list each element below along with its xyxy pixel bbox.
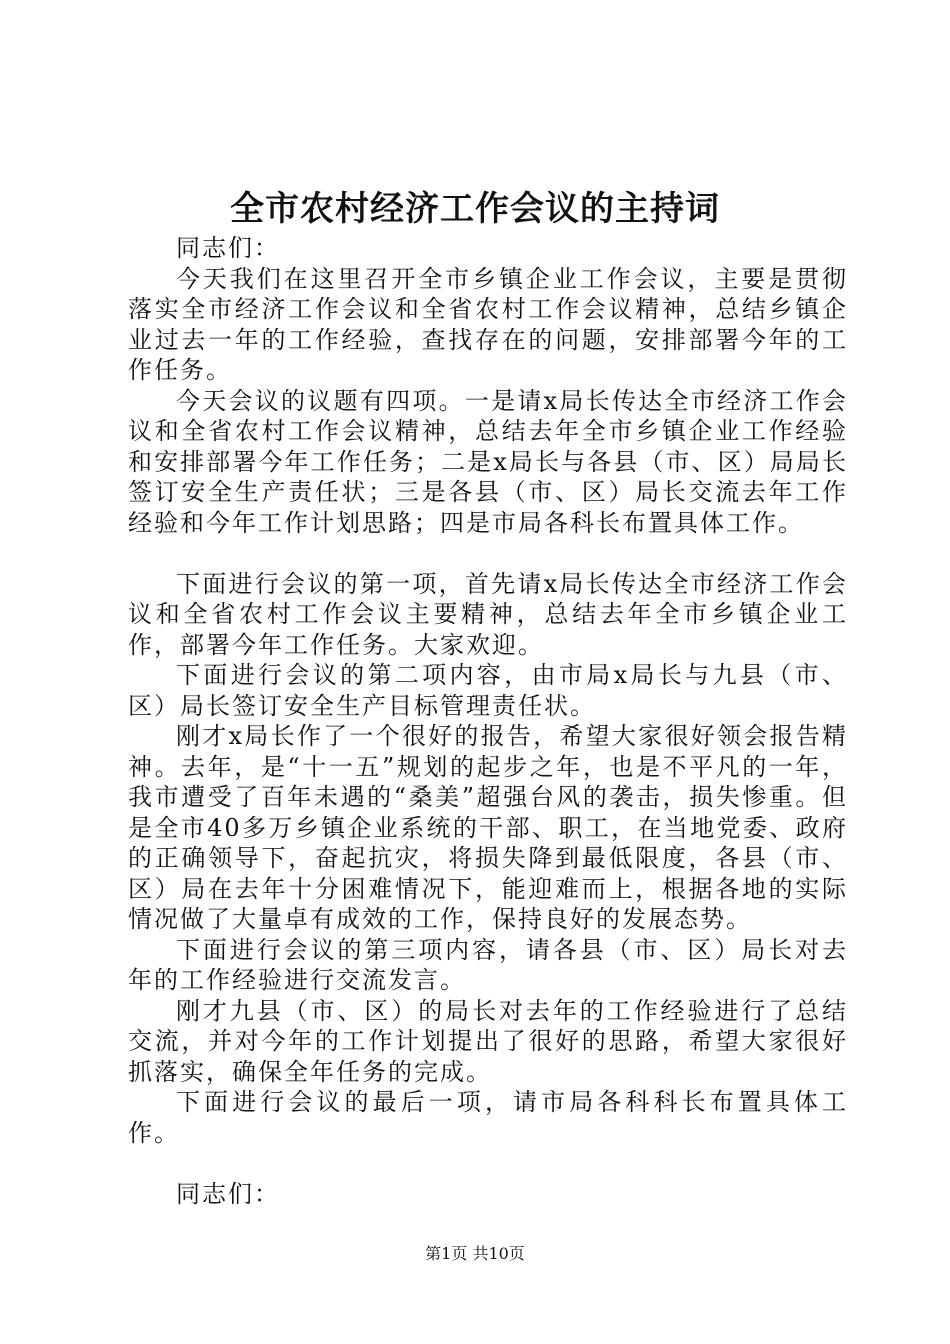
paragraph: 今天会议的议题有四项。一是请x局长传达全市经济工作会议和全省农村工作会议精神，总结去年全市乡镇企业工作经验和安排部署今年工作任务；二是x局长与各县（市、区）局局长签订安全生产责任状；三是各县（市、区）局长交流去年工作经验和今年工作计划思路；四是市局各科长布置具体工作。 — [128, 386, 848, 537]
paragraph: 下面进行会议的第二项内容，由市局x局长与九县（市、区）局长签订安全生产目标管理责任状。 — [128, 661, 848, 720]
paragraph-gap — [128, 1148, 848, 1179]
paragraph: 刚才x局长作了一个很好的报告，希望大家很好领会报告精神。去年，是“十一五”规划的起步之年，也是不平凡的一年，我市遭受了百年未遇的“桑美”超强台风的袭击，损失惨重。但是全市40多万乡镇企业系统的干部、职工，在当地党委、政府的正确领导下，奋起抗灾，将损失降到最低限度，各县（市、区）局在去年十分困难情况下，能迎难而上，根据各地的实际情况做了大量卓有成效的工作，保持良好的发展态势。 — [128, 722, 848, 933]
paragraph: 下面进行会议的第三项内容，请各县（市、区）局长对去年的工作经验进行交流发言。 — [128, 935, 848, 994]
paragraph: 下面进行会议的最后一项，请市局各科科长布置具体工作。 — [128, 1088, 848, 1147]
paragraph: 下面进行会议的第一项，首先请x局长传达全市经济工作会议和全省农村工作会议主要精神，总结去年全市乡镇企业工作，部署今年工作任务。大家欢迎。 — [128, 569, 848, 659]
document-title: 全市农村经济工作会议的主持词 — [230, 189, 720, 229]
page-number-footer: 第1页 共10页 — [425, 1244, 525, 1263]
closing-salutation: 同志们： — [176, 1179, 280, 1208]
salutation: 同志们： — [176, 234, 280, 262]
document-body — [128, 233, 848, 1209]
paragraph: 今天我们在这里召开全市乡镇企业工作会议，主要是贯彻落实全市经济工作会议和全省农村工作会议精神，总结乡镇企业过去一年的工作经验，查找存在的问题，安排部署今年的工作任务。 — [128, 264, 848, 384]
paragraph: 刚才九县（市、区）的局长对去年的工作经验进行了总结交流，并对今年的工作计划提出了很好的思路，希望大家很好抓落实，确保全年任务的完成。 — [128, 996, 848, 1086]
paragraph-gap — [128, 538, 848, 569]
